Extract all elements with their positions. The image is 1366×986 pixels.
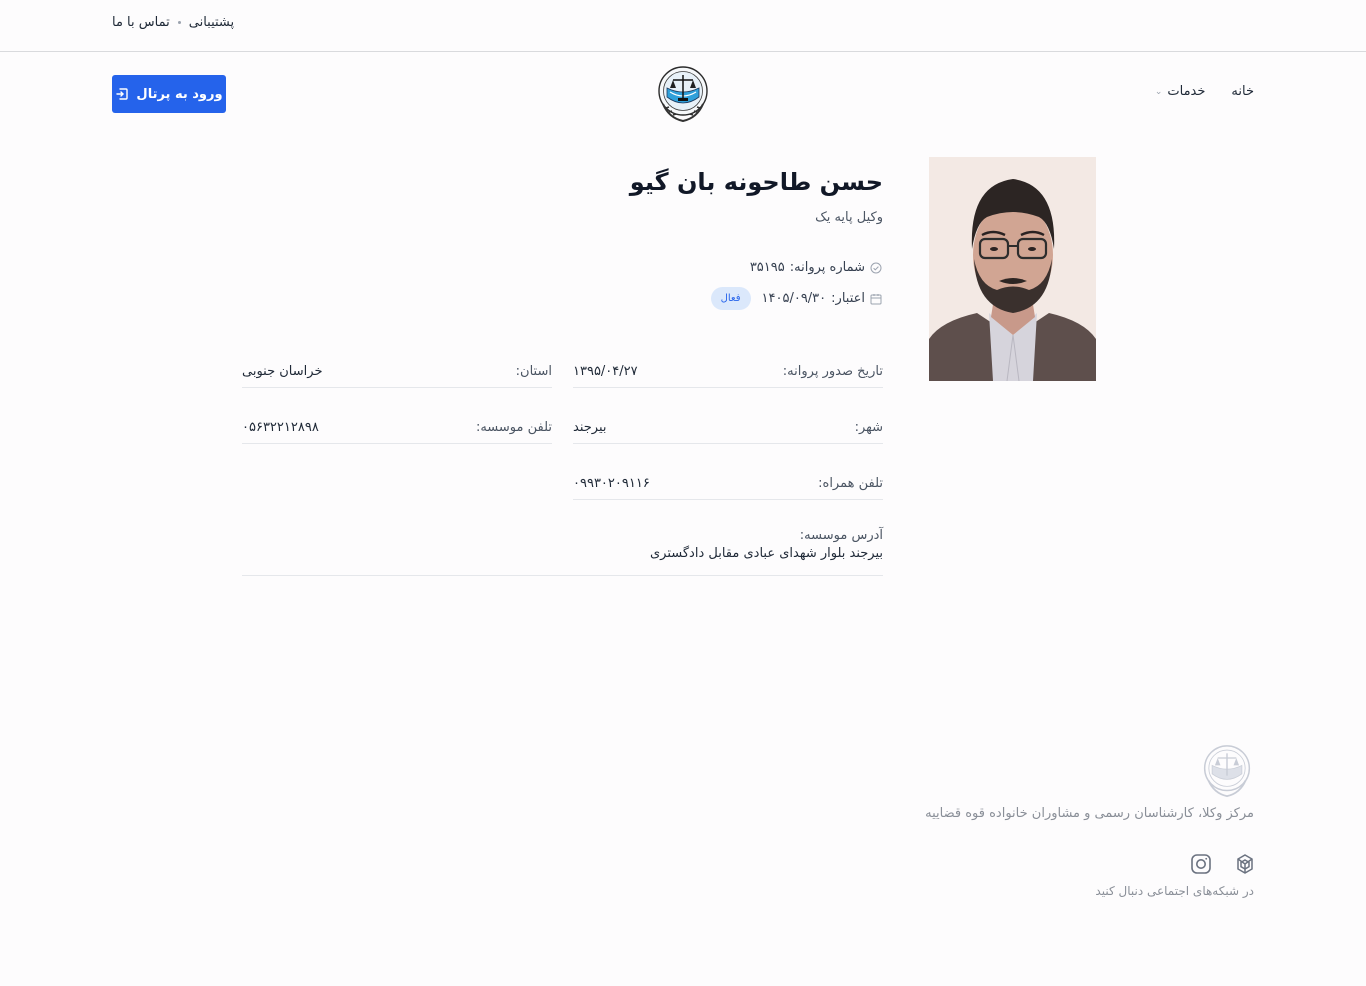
footer-emblem-logo xyxy=(1200,743,1254,799)
status-badge: فعال xyxy=(711,287,751,310)
validity-date: ۱۴۰۵/۰۹/۳۰ xyxy=(761,291,827,306)
social-follow-text: در شبکه‌های اجتماعی دنبال کنید xyxy=(1095,884,1254,898)
lawyer-name: حسن طاحونه بان گیو xyxy=(629,168,883,196)
footer-organization-name: مرکز وکلا، کارشناسان رسمی و مشاوران خانواده قوه قضاییه xyxy=(925,806,1254,821)
nav-home[interactable] xyxy=(1231,84,1254,99)
address-value: بیرجند بلوار شهدای عبادی مقابل دادگستری xyxy=(650,546,883,561)
address-label: آدرس موسسه: xyxy=(799,528,883,543)
portal-login-label: ورود به پرتال xyxy=(136,86,223,102)
city-value: بیرجند xyxy=(573,420,607,435)
province-value: خراسان جنوبی xyxy=(242,364,323,379)
lawyer-role: وکیل پایه یک xyxy=(815,210,883,225)
mobile-field xyxy=(573,468,883,500)
province-field xyxy=(242,356,552,388)
login-icon xyxy=(115,87,129,101)
city-field xyxy=(573,412,883,444)
judiciary-emblem-logo[interactable] xyxy=(654,64,712,124)
city-label: شهر: xyxy=(854,420,883,435)
contact-us-link[interactable]: تماس با ما xyxy=(112,15,170,30)
office-phone-field xyxy=(242,412,552,444)
nav-services-dropdown[interactable] xyxy=(1155,84,1206,99)
nav-services-label: خدمات xyxy=(1167,84,1206,99)
issue-date-value: ۱۳۹۵/۰۴/۲۷ xyxy=(573,364,638,379)
license-number-row xyxy=(750,260,882,275)
support-link[interactable]: پشتیبانی xyxy=(188,15,235,30)
license-number-value: ۳۵۱۹۵ xyxy=(749,260,785,275)
calendar-icon xyxy=(870,293,882,305)
portal-login-button[interactable] xyxy=(112,75,226,113)
license-number-label: شماره پروانه: xyxy=(789,260,865,275)
main-nav xyxy=(1155,84,1254,99)
address-field xyxy=(242,527,883,576)
check-circle-icon xyxy=(870,262,882,274)
issue-date-field xyxy=(573,356,883,388)
province-label: استان: xyxy=(515,364,552,379)
lawyer-photo xyxy=(929,157,1096,381)
instagram-icon[interactable] xyxy=(1190,853,1212,875)
office-phone-value[interactable]: ۰۵۶۳۲۲۱۲۸۹۸ xyxy=(242,420,319,435)
social-links xyxy=(1190,853,1256,875)
issue-date-label: تاریخ صدور پروانه: xyxy=(782,364,883,379)
office-phone-label: تلفن موسسه: xyxy=(475,420,552,435)
rubika-icon[interactable] xyxy=(1234,853,1256,875)
nav-home-label: خانه xyxy=(1231,84,1254,99)
top-bar xyxy=(0,0,1366,52)
validity-label: اعتبار: xyxy=(831,291,865,306)
separator-dot xyxy=(178,21,181,24)
mobile-label: تلفن همراه: xyxy=(818,476,883,491)
chevron-down-icon: ⌄ xyxy=(1154,86,1163,97)
top-links xyxy=(112,15,234,30)
validity-row xyxy=(711,287,882,310)
mobile-value[interactable]: ۰۹۹۳۰۲۰۹۱۱۶ xyxy=(573,476,650,491)
